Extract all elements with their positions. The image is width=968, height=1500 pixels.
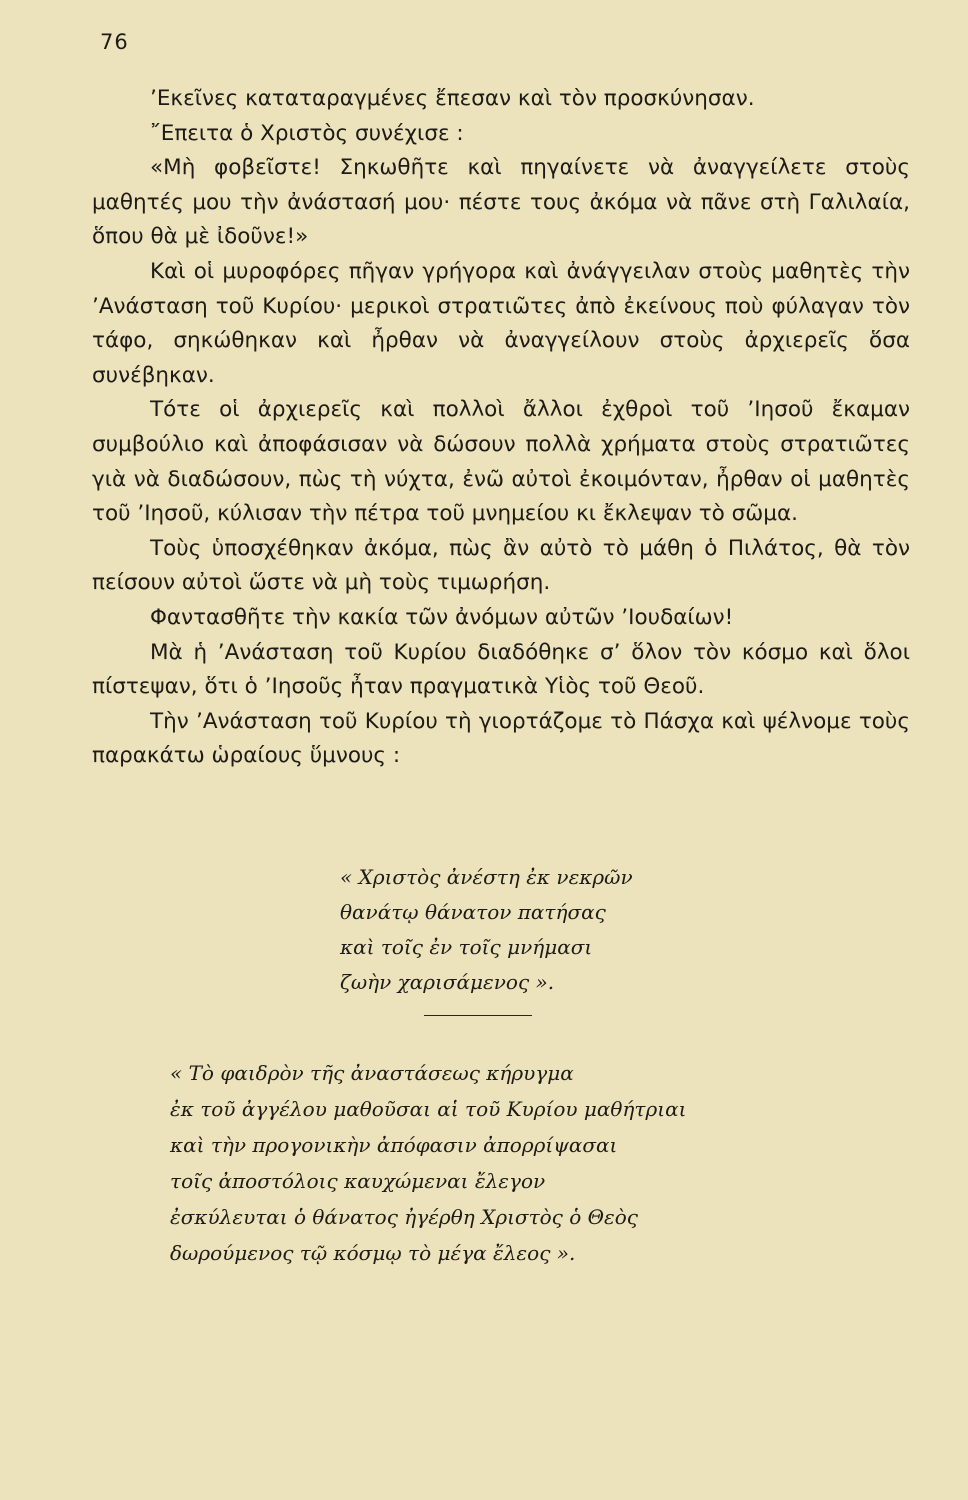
hymn-line: δωρούμενος τῷ κόσμῳ τὸ μέγα ἔλεος ». <box>170 1241 576 1265</box>
hymn-line: τοῖς ἀποστόλοις καυχώμεναι ἔλεγον <box>170 1169 546 1193</box>
paragraph: Μὰ ἡ ’Ανάσταση τοῦ Κυρίου διαδόθηκε σ’ ὅλον τὸν κόσμο καὶ ὅλοι πίστεψαν, ὅτι ὁ ’Ιησοῦς ἦταν πραγματικὰ Υἱὸς τοῦ Θεοῦ. <box>92 639 910 700</box>
hymn-to-faidron <box>170 1055 686 1271</box>
paragraph: «Μὴ φοβεῖστε! Σηκωθῆτε καὶ πηγαίνετε νὰ ἀναγγείλετε στοὺς μαθητές μου τὴν ἀνάστασή μου· πέστε τους ἀκόμα νὰ πᾶνε στὴ Γαλιλαία, ὅπου θὰ μὲ ἰδοῦνε!» <box>92 155 910 250</box>
paragraph: Φαντασθῆτε τὴν κακία τῶν ἀνόμων αὐτῶν ’Ιουδαίων! <box>150 604 734 630</box>
hymn-line: θανάτῳ θάνατον πατήσας <box>340 900 606 924</box>
hymn-line: « Τὸ φαιδρὸν τῆς ἀναστάσεως κήρυγμα <box>170 1061 574 1085</box>
paragraph: Τὴν ’Ανάσταση τοῦ Κυρίου τὴ γιορτάζομε τὸ Πάσχα καὶ ψέλνομε τοὺς παρακάτω ὡραίους ὕμνους : <box>92 708 910 769</box>
hymn-line: καὶ τοῖς ἐν τοῖς μνήμασι <box>340 935 593 959</box>
section-divider <box>424 1015 532 1016</box>
paragraph: Τοὺς ὑποσχέθηκαν ἀκόμα, πὼς ἂν αὐτὸ τὸ μάθη ὁ Πιλάτος, θὰ τὸν πείσουν αὐτοὶ ὥστε νὰ μὴ τοὺς τιμωρήση. <box>92 535 910 596</box>
hymn-christos-anesti <box>340 860 633 1000</box>
hymn-line: καὶ τὴν προγονικὴν ἀπόφασιν ἀπορρίψασαι <box>170 1133 618 1157</box>
hymn-line: ζωὴν χαρισάμενος ». <box>340 970 555 994</box>
paragraph: ’Εκεῖνες καταταραγμένες ἔπεσαν καὶ τὸν προσκύνησαν. <box>150 86 755 111</box>
paragraph: Τότε οἱ ἀρχιερεῖς καὶ πολλοὶ ἄλλοι ἐχθροὶ τοῦ ’Ιησοῦ ἔκαμαν συμβούλιο καὶ ἀποφάσισαν νὰ δώσουν πολλὰ χρήματα στοὺς στρατιῶτες γιὰ νὰ διαδώσουν, πὼς τὴ νύχτα, ἐνῶ αὐτοὶ ἐκοιμόνταν, ἦρθαν οἱ μαθητὲς τοῦ ’Ιησοῦ, κύλισαν τὴν πέτρα τοῦ μνημείου κι ἔκλεψαν τὸ σῶμα. <box>92 397 910 527</box>
body-text <box>92 82 910 774</box>
hymn-line: ἐσκύλευται ὁ θάνατος ἠγέρθη Χριστὸς ὁ Θεὸς <box>170 1205 638 1229</box>
paragraph: ῎Επειτα ὁ Χριστὸς συνέχισε : <box>150 120 464 146</box>
paragraph: Καὶ οἱ μυροφόρες πῆγαν γρήγορα καὶ ἀνάγγειλαν στοὺς μαθητὲς τὴν ’Ανάσταση τοῦ Κυρίου· μερικοὶ στρατιῶτες ἀπὸ ἐκείνους ποὺ φύλαγαν τὸν τάφο, σηκώθηκαν καὶ ἦρθαν νὰ ἀναγγείλουν στοὺς ἀρχιερεῖς ὅσα συνέβηκαν. <box>92 258 910 388</box>
hymn-line: « Χριστὸς ἀνέστη ἐκ νεκρῶν <box>340 865 633 889</box>
hymn-line: ἐκ τοῦ ἀγγέλου μαθοῦσαι αἱ τοῦ Κυρίου μαθήτριαι <box>170 1097 687 1121</box>
page-number: 76 <box>100 30 129 54</box>
